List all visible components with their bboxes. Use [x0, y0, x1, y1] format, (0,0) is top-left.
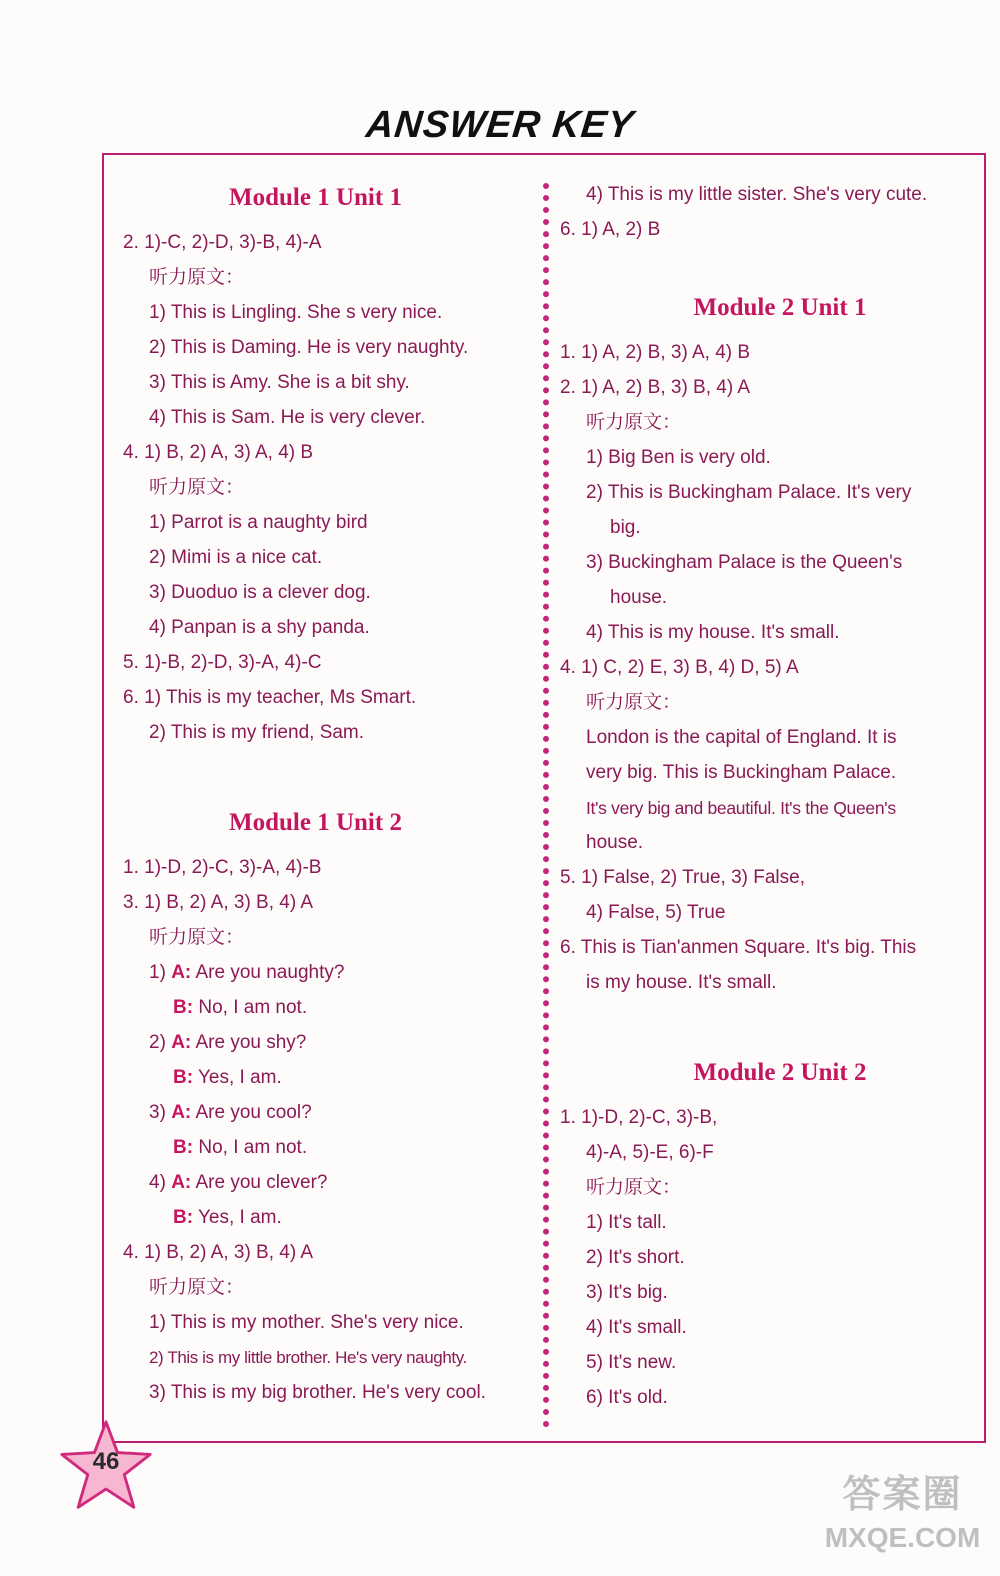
transcript-line: 1) Parrot is a naughty bird — [149, 512, 368, 533]
transcript-line: very big. This is Buckingham Palace. — [586, 762, 897, 783]
transcript-line: 1) Big Ben is very old. — [586, 447, 771, 468]
transcript-line: 3) Duoduo is a clever dog. — [149, 582, 371, 603]
transcript-line: 2) This is Daming. He is very naughty. — [149, 337, 469, 358]
dialogue-number: 3) — [149, 1102, 166, 1123]
module-title: Module 2 Unit 1 — [693, 294, 867, 321]
transcript-heading: 听力原文： — [149, 267, 245, 288]
dialogue-number: 4) — [149, 1172, 166, 1193]
answer-line: 2. 1) A, 2) B, 3) B, 4) A — [560, 377, 751, 398]
answer-line: 4)-A, 5)-E, 6)-F — [586, 1142, 714, 1163]
transcript-line: 3) This is Amy. She is a bit shy. — [149, 372, 410, 393]
answer-line: 1. 1) A, 2) B, 3) A, 4) B — [560, 342, 751, 363]
dialogue-number: 2) — [149, 1032, 166, 1053]
transcript-line: 3) This is my big brother. He's very cool. — [149, 1382, 486, 1403]
transcript-line: house. — [610, 587, 668, 608]
transcript-heading: 听力原文： — [149, 927, 245, 948]
transcript-line: 2) This is my little brother. He's very naughty. — [149, 1348, 467, 1367]
transcript-line: 4) Panpan is a shy panda. — [149, 617, 370, 638]
answer-line: 5. 1)-B, 2)-D, 3)-A, 4)-C — [123, 652, 322, 673]
answer-line: 1. 1)-D, 2)-C, 3)-A, 4)-B — [123, 857, 322, 878]
dialogue-line — [123, 1168, 528, 1203]
transcript-heading: 听力原文： — [586, 692, 682, 713]
answer-line: 6. This is Tian'anmen Square. It's big. This — [560, 937, 917, 958]
module-title: Module 1 Unit 1 — [229, 184, 402, 211]
transcript-heading: 听力原文： — [586, 412, 682, 433]
speaker-label: A: — [171, 1102, 192, 1123]
dialogue-line — [123, 993, 528, 1028]
transcript-line: 4) This is my house. It's small. — [586, 622, 840, 643]
answer-line: is my house. It's small. — [586, 972, 777, 993]
dialogue-text: No, I am not. — [198, 997, 308, 1018]
dialogue-line — [123, 1133, 528, 1168]
dialogue-line — [123, 1063, 528, 1098]
dialogue-number: 1) — [149, 962, 166, 983]
transcript-line: 2) Mimi is a nice cat. — [149, 547, 323, 568]
transcript-line: big. — [610, 517, 641, 538]
answer-line: 3. 1) B, 2) A, 3) B, 4) A — [123, 892, 314, 913]
answer-line: 4. 1) B, 2) A, 3) B, 4) A — [123, 1242, 314, 1263]
speaker-label: A: — [171, 1172, 192, 1193]
watermark-url: MXQE.COM — [824, 1522, 981, 1553]
dialogue-line — [123, 1203, 528, 1238]
dialogue-text: Yes, I am. — [198, 1067, 282, 1088]
speaker-label: B: — [173, 997, 194, 1018]
dialogue-text: Are you shy? — [195, 1032, 307, 1053]
transcript-heading: 听力原文： — [149, 477, 245, 498]
transcript-line: 5) It's new. — [586, 1352, 677, 1373]
answer-line: 4) False, 5) True — [586, 902, 726, 923]
answer-line: 2. 1)-C, 2)-D, 3)-B, 4)-A — [123, 232, 322, 253]
answer-line: 5. 1) False, 2) True, 3) False, — [560, 867, 805, 888]
transcript-line: 2) This is Buckingham Palace. It's very — [586, 482, 912, 503]
dialogue-line — [123, 1028, 528, 1063]
answer-line: 2) This is my friend, Sam. — [149, 722, 365, 743]
speaker-label: A: — [171, 1032, 192, 1053]
answer-line: 4. 1) C, 2) E, 3) B, 4) D, 5) A — [560, 657, 799, 678]
column-divider — [543, 183, 549, 1428]
transcript-heading: 听力原文： — [149, 1277, 245, 1298]
module-title: Module 1 Unit 2 — [229, 809, 402, 836]
transcript-line: house. — [586, 832, 644, 853]
answer-line: 6. 1) This is my teacher, Ms Smart. — [123, 687, 417, 708]
speaker-label: A: — [171, 962, 192, 983]
transcript-line: 4) This is my little sister. She's very cute. — [586, 184, 928, 205]
dialogue-text: Are you naughty? — [195, 962, 345, 983]
transcript-line: 1) It's tall. — [586, 1212, 667, 1233]
answer-line: 4. 1) B, 2) A, 3) A, 4) B — [123, 442, 314, 463]
dialogue-text: Yes, I am. — [198, 1207, 282, 1228]
right-column — [560, 180, 970, 1418]
transcript-line: 2) It's short. — [586, 1247, 685, 1268]
transcript-line: 6) It's old. — [586, 1387, 668, 1408]
transcript-line: It's very big and beautiful. It's the Queen's — [586, 798, 896, 818]
dialogue-text: Are you clever? — [195, 1172, 328, 1193]
transcript-line: 1) This is my mother. She's very nice. — [149, 1312, 464, 1333]
dialogue-line — [123, 1098, 528, 1133]
transcript-line: 4) This is Sam. He is very clever. — [149, 407, 426, 428]
speaker-label: B: — [173, 1067, 194, 1088]
dialogue-text: Are you cool? — [195, 1102, 312, 1123]
page-title: ANSWER KEY — [364, 104, 637, 146]
dialogue-line — [123, 958, 528, 993]
page-number: 46 — [92, 1448, 120, 1475]
watermark-text: 答案圈 — [842, 1474, 963, 1516]
speaker-label: B: — [173, 1137, 194, 1158]
dialogue-text: No, I am not. — [198, 1137, 308, 1158]
transcript-line: 4) It's small. — [586, 1317, 687, 1338]
answer-line: 6. 1) A, 2) B — [560, 219, 661, 240]
transcript-line: London is the capital of England. It is — [586, 727, 897, 748]
transcript-heading: 听力原文： — [586, 1177, 682, 1198]
transcript-line: 1) This is Lingling. She s very nice. — [149, 302, 443, 323]
watermark-logo — [815, 1470, 990, 1570]
transcript-line: 3) Buckingham Palace is the Queen's — [586, 552, 903, 573]
left-column — [123, 180, 528, 1413]
module-title: Module 2 Unit 2 — [693, 1059, 867, 1086]
transcript-line: 3) It's big. — [586, 1282, 668, 1303]
speaker-label: B: — [173, 1207, 194, 1228]
answer-line: 1. 1)-D, 2)-C, 3)-B, — [560, 1107, 718, 1128]
